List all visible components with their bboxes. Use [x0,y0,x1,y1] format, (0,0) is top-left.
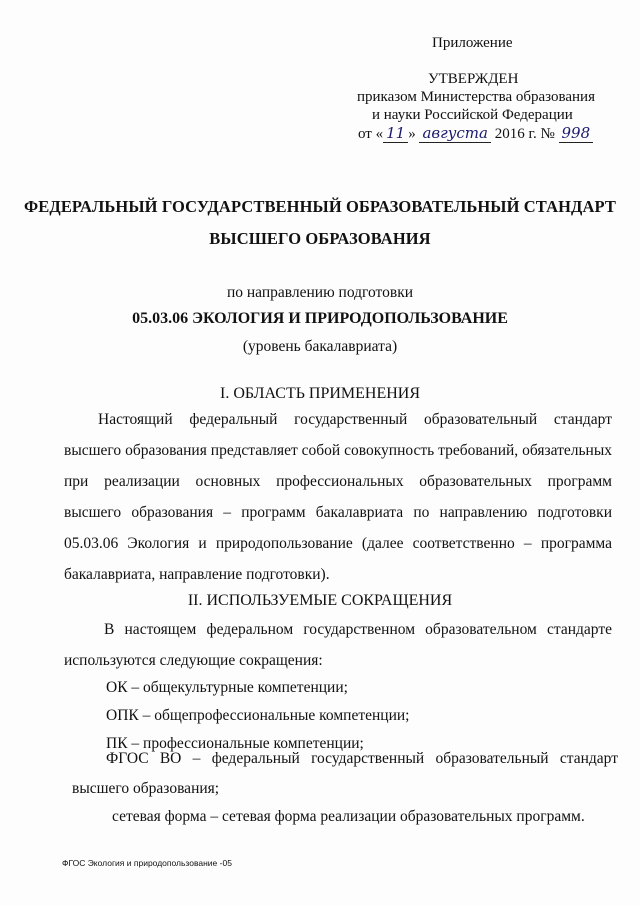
order-number: 998 [559,124,594,143]
date-separator: » [408,126,416,142]
abbreviation-ok: ОК – общекультурные компетенции; [106,679,348,696]
section-1-heading: I. ОБЛАСТЬ ПРИМЕНЕНИЯ [219,385,421,402]
approved-label: УТВЕРЖДЕН [428,71,519,87]
abbreviation-fgos-vo: ФГОС ВО – федеральный государственный образовательный стандарт высшего образования; [72,750,618,797]
date-month: августа [419,124,491,143]
education-level: (уровень бакалавриата) [242,338,398,355]
order-line-2: и науки Российской Федерации [372,107,573,123]
date-day: 11 [383,124,408,143]
section-1-paragraph: Настоящий федеральный государственный образовательный стандарт высшего образования представляет собой совокупность требований, обязательных при реализации основных профессиональных образовательных программ высшего образования – программ бакалавриата по направлению подготовки 05.03.06 Экология и природопользование (далее соответственно – программа бакалавриата, направление подготовки). [64,411,612,583]
abbreviation-opk: ОПК – общепрофессиональные компетенции; [106,707,410,724]
order-date-line [358,124,593,143]
section-2-heading: II. ИСПОЛЬЗУЕМЫЕ СОКРАЩЕНИЯ [187,592,453,609]
date-year: 2016 г. № [494,126,555,142]
appendix-label: Приложение [432,35,513,51]
page-footer: ФГОС Экология и природопользование -05 [62,858,232,868]
direction-label: по направлению подготовки [226,284,414,301]
abbreviation-pk: ПК – профессиональные компетенции; [106,735,364,752]
section-2-intro: В настоящем федеральном государственном образовательном стандарте используются следующие сокращения: [64,621,612,669]
direction-code-name: 05.03.06 ЭКОЛОГИЯ И ПРИРОДОПОЛЬЗОВАНИЕ [132,310,508,327]
document-title-line-1: ФЕДЕРАЛЬНЫЙ ГОСУДАРСТВЕННЫЙ ОБРАЗОВАТЕЛЬНЫЙ СТАНДАРТ [24,197,616,216]
abbreviation-network-form: сетевая форма – сетевая форма реализации образовательных программ. [112,808,585,825]
order-line-1: приказом Министерства образования [357,89,595,105]
document-title-line-2: ВЫСШЕГО ОБРАЗОВАНИЯ [209,229,431,248]
date-prefix: от « [358,126,384,142]
